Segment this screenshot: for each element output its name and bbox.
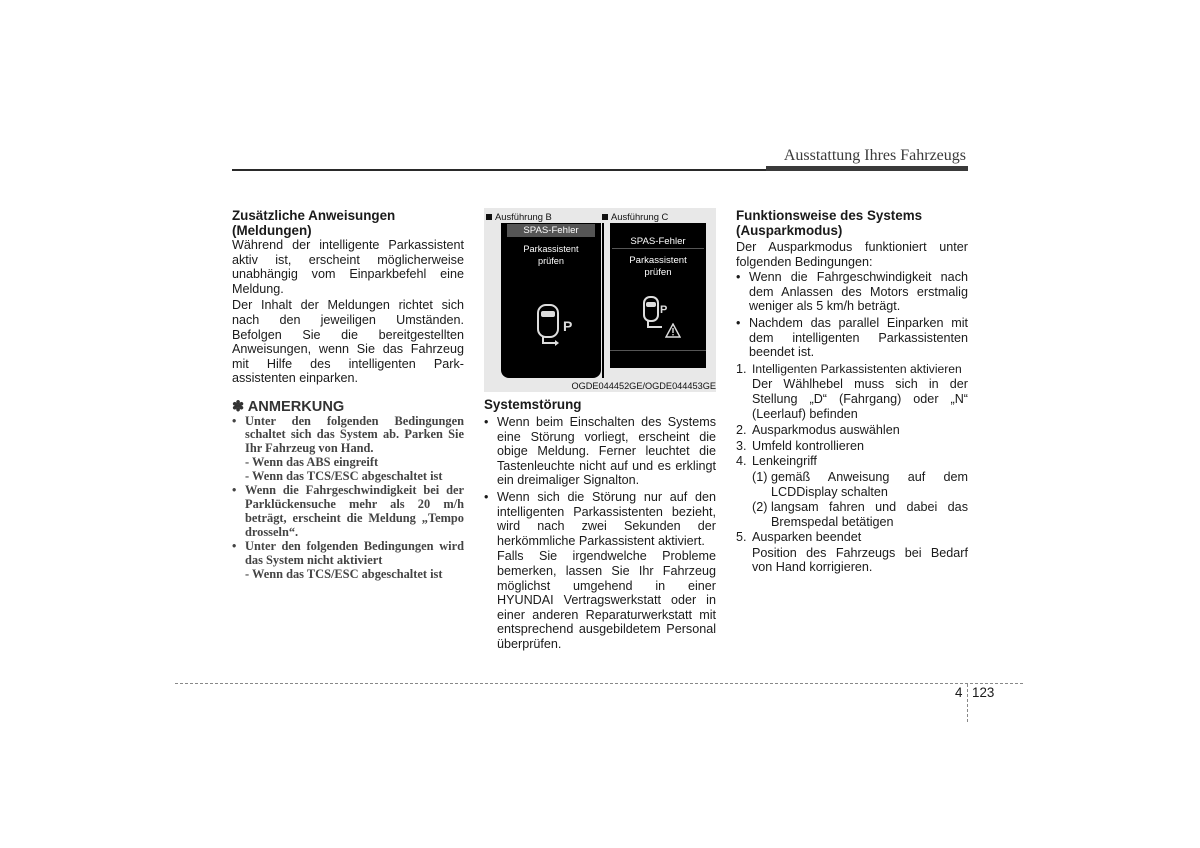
display-variant-b: [501, 223, 601, 378]
steps-list: [736, 362, 968, 575]
substep-text: langsam fahren und dabei das Bremspedal betätigen: [771, 500, 968, 529]
note-text: Unter den folgenden Bedingungen wird das System nicht aktiviert: [245, 538, 464, 567]
column-left: [232, 208, 464, 581]
parking-p-letter: P: [563, 318, 573, 334]
cluster-display-figure: [484, 208, 716, 392]
note-item: [232, 484, 464, 540]
paragraph: Während der intelligente Parkassistent aktiv ist, erscheint möglicherweise unabhängig vom Einparkbefehl eine Meldung.: [232, 238, 464, 296]
step-item: [736, 362, 968, 421]
parking-car-icon: [529, 287, 579, 347]
figure-code: OGDE044452GE/OGDE044453GE: [571, 381, 716, 391]
square-bullet-icon: [602, 214, 608, 220]
column-middle: [484, 397, 716, 652]
display-title-bar: SPAS-Fehler: [612, 235, 704, 249]
column-right: [736, 208, 968, 575]
svg-text:P: P: [660, 304, 668, 316]
step-text: Ausparken beendet: [752, 530, 862, 545]
step-number: 2.: [736, 423, 747, 438]
figure-caption-c: Ausführung C: [602, 211, 668, 222]
step-text: Ausparkmodus auswählen: [752, 423, 900, 438]
display-divider: [602, 223, 604, 378]
step-item: [736, 423, 968, 438]
step-item: [736, 439, 968, 454]
step-text: Intelligenten Parkassistenten aktivieren: [752, 361, 962, 376]
step-text: Lenkeingriff: [752, 454, 817, 469]
note-item: [232, 415, 464, 485]
malfunction-list: [484, 415, 716, 548]
note-subitem: - Wenn das ABS eingreift: [245, 455, 379, 470]
section-heading-malfunction: Systemstörung: [484, 397, 582, 412]
note-text: Wenn die Fahrgeschwindigkeit bei der Parklückensuche mehr als 20 m/h beträgt, erscheint die Meldung „Tempo drosseln“.: [245, 483, 464, 539]
list-item: • Nachdem das parallel Einparken mit dem intelligenten Parkassistenten beendet ist.: [736, 316, 968, 360]
list-item: • Wenn die Fahrgeschwindigkeit nach dem Anlassen des Motors erstmalig weniger als 5 km/h beträgt.: [736, 270, 968, 314]
note-subitem: - Wenn das TCS/ESC abgeschaltet ist: [245, 469, 443, 484]
display-bottom-line: [610, 350, 706, 351]
note-text: Unter den folgenden Bedingungen schaltet sich das System ab. Parken Sie Ihr Fahrzeug von Hand.: [245, 413, 464, 456]
note-title: ✽ ANMERKUNG: [232, 398, 345, 415]
paragraph: Falls Sie irgendwelche Probleme bemerken, lassen Sie Ihr Fahrzeug möglichst umgehend in einer HYUNDAI Vertragswerkstatt oder in einer anderen Reparaturwerkstatt mit entsprechend ausgebildetem Personal überprüfen.: [497, 549, 716, 651]
substep-number: (1): [752, 469, 768, 484]
substep-number: (2): [752, 500, 768, 515]
note-subitem: - Wenn das TCS/ESC abgeschaltet ist: [245, 566, 443, 581]
step-detail: Position des Fahrzeugs bei Bedarf von Hand korrigieren.: [752, 545, 968, 575]
header-tab: [766, 166, 968, 171]
substep-text: gemäß Anweisung auf dem LCDDisplay schalten: [771, 469, 968, 499]
note-list: [232, 415, 464, 582]
section-heading-exit-mode: Funktionsweise des Systems (Ausparkmodus): [736, 208, 923, 238]
note-item: [232, 540, 464, 582]
section-heading-messages: Zusätzliche Anweisungen (Meldungen): [232, 208, 396, 238]
step-number: 4.: [736, 454, 747, 469]
display-message: Parkassistent prüfen: [629, 255, 687, 278]
step-item: [736, 530, 968, 575]
substep-item: [752, 470, 968, 499]
footer-divider: [967, 684, 968, 722]
display-variant-c: [610, 223, 706, 368]
step-number: 1.: [736, 361, 747, 376]
paragraph: Der Ausparkmodus funktioniert unter folgenden Bedingungen:: [736, 240, 968, 269]
list-item: • Wenn beim Einschalten des Systems eine Störung vorliegt, erscheint die obige Meldung. Ferner leuchtet die Tastenleuchte nicht auf und es erklingt ein dreimaliger Signalton.: [484, 415, 716, 488]
chapter-number: 4: [955, 685, 963, 700]
step-number: 5.: [736, 530, 747, 545]
display-title-bar: SPAS-Fehler: [507, 224, 595, 237]
footer-rule: [175, 683, 1023, 684]
step-item: [736, 454, 968, 529]
figure-caption-b: Ausführung B: [486, 211, 552, 222]
warning-triangle-icon: [665, 323, 681, 338]
step-text: Umfeld kontrollieren: [752, 438, 864, 453]
display-message: Parkassistent prüfen: [523, 244, 579, 266]
running-header: Ausstattung Ihres Fahrzeugs: [783, 147, 966, 164]
page-number: 123: [972, 685, 995, 700]
paragraph: Der Inhalt der Meldungen richtet sich nach den jeweiligen Umständen. Befolgen Sie die bereitgestellten Anweisungen, wenn Sie das Fahrzeug mit Hilfe des intelligenten Park-assistenten einparken.: [232, 298, 464, 386]
step-number: 3.: [736, 438, 747, 453]
square-bullet-icon: [486, 214, 492, 220]
list-item: • Wenn sich die Störung nur auf den intelligenten Parkassistenten bezieht, wird nach zwei Sekunden der herkömmliche Parkassistent aktiviert.: [484, 490, 716, 548]
substep-item: [752, 500, 968, 529]
conditions-list: [736, 270, 968, 360]
step-detail: Der Wählhebel muss sich in der Stellung „D“ (Fahrgang) oder „N“ (Leerlauf) befinden: [752, 377, 968, 421]
